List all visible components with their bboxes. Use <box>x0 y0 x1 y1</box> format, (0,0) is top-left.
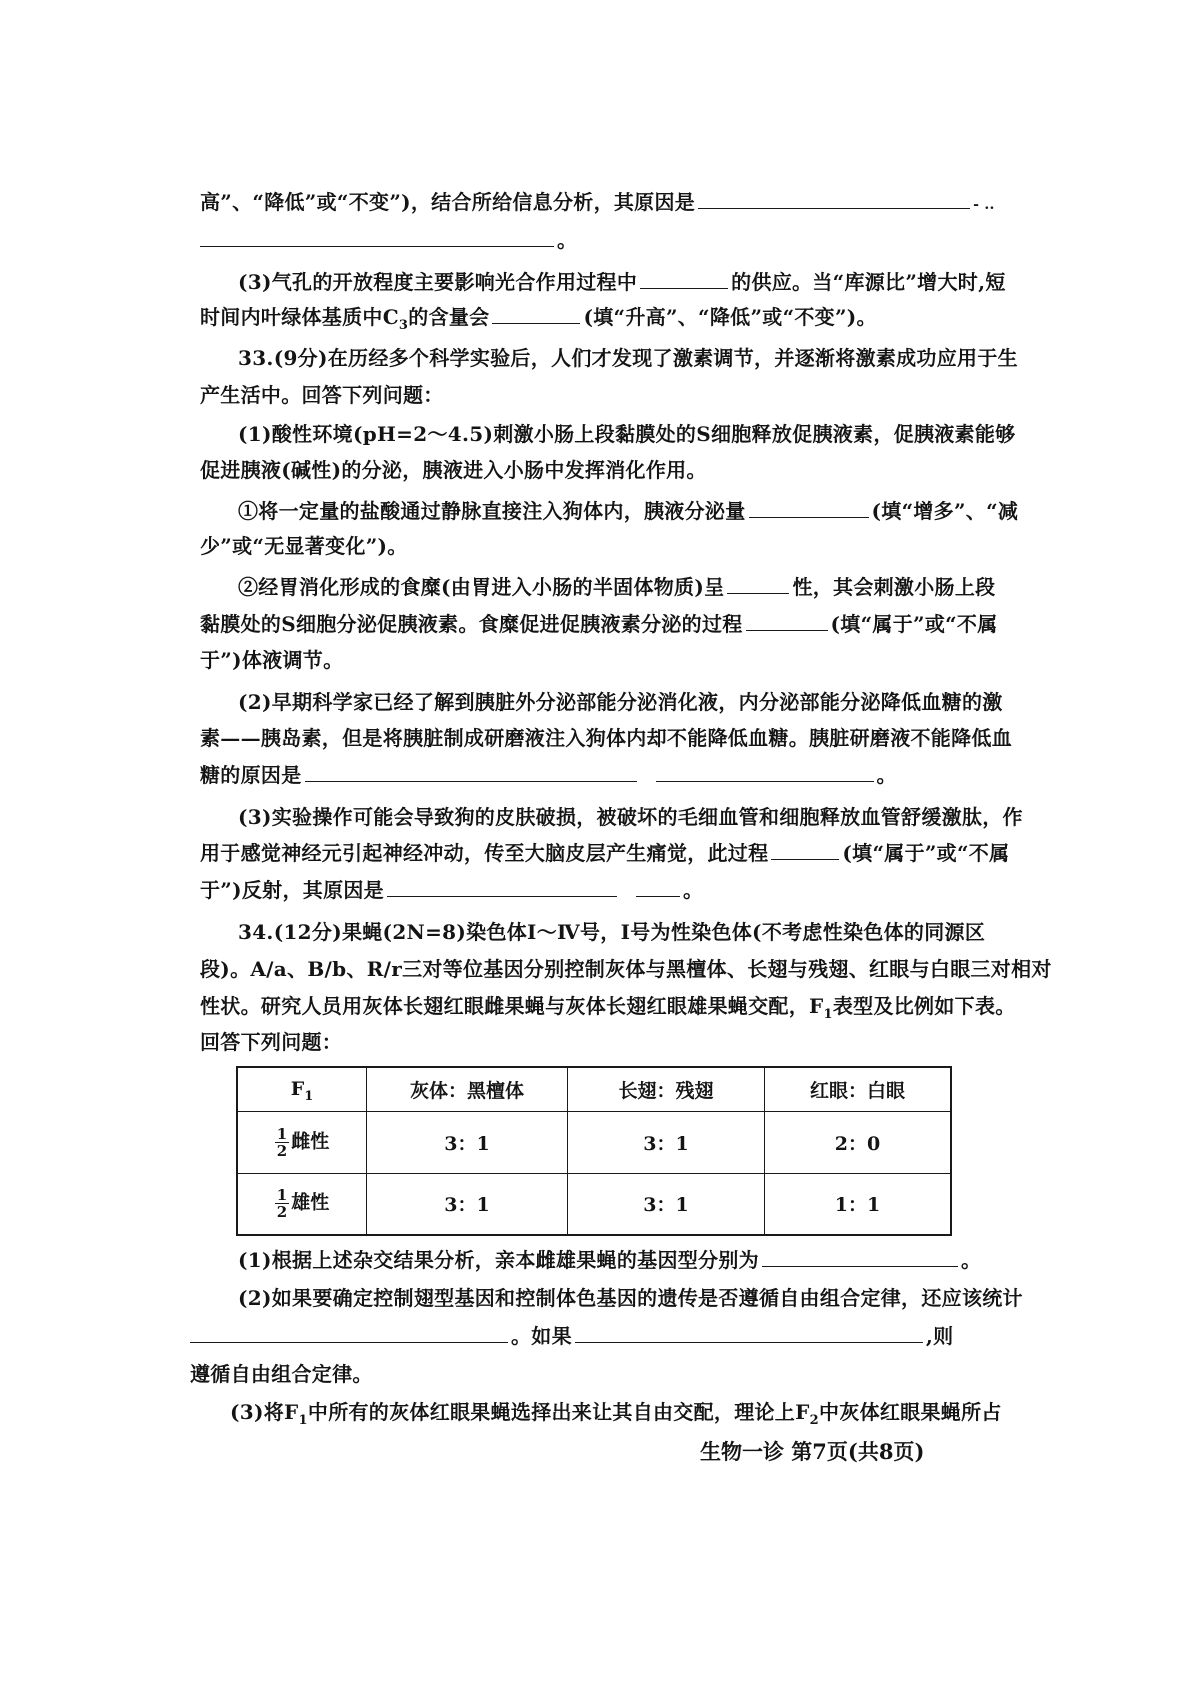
text: 表型及比例如下表。 <box>832 994 1016 1018</box>
header-cell-eye-color: 红眼：白眼 <box>765 1067 952 1111</box>
text: ,则 <box>925 1324 954 1348</box>
text: 糖的原因是 <box>200 763 302 787</box>
line-3 <box>238 268 1098 296</box>
line-4 <box>200 303 1060 335</box>
header-cell-wing: 长翅：残翅 <box>568 1067 765 1111</box>
subscript: 1 <box>823 1007 833 1022</box>
answer-blank[interactable] <box>656 761 874 782</box>
answer-blank[interactable] <box>492 303 580 324</box>
answer-blank[interactable] <box>575 1322 923 1343</box>
answer-blank[interactable] <box>305 761 637 782</box>
text: - .. <box>973 197 995 213</box>
line-22 <box>200 992 1060 1024</box>
page-footer: 生物一诊 第7页(共8页) <box>700 1439 925 1464</box>
fraction: $\frac{1}{2}$ <box>276 1186 288 1222</box>
row-label-cell: $\frac{1}{2}$ 雄性 <box>237 1173 367 1235</box>
header-cell-f1: $F_1$ <box>237 1067 367 1111</box>
line-27: 遵循自由组合定律。 <box>190 1362 373 1386</box>
line-12 <box>200 610 1060 638</box>
answer-blank[interactable] <box>771 839 839 860</box>
answer-blank[interactable] <box>640 268 728 289</box>
f1-phenotype-table <box>236 1066 952 1236</box>
line-6: 产生活中。回答下列问题： <box>200 383 444 407</box>
line-15: 素——胰岛素，但是将胰脏制成研磨液注入狗体内却不能降低血糖。胰脏研磨液不能降低血 <box>200 726 1012 750</box>
answer-blank[interactable] <box>190 1322 508 1343</box>
line-8: 促进胰液(碱性)的分泌，胰液进入小肠中发挥消化作用。 <box>200 458 707 482</box>
text: 高”、“降低”或“不变”)，结合所给信息分析，其原因是 <box>200 190 696 214</box>
line-17: (3)实验操作可能会导致狗的皮肤破损，被破坏的毛细血管和细胞释放血管舒缓激肽，作 <box>238 805 1023 829</box>
table-cell: 3：1 <box>367 1173 568 1235</box>
text: 。 <box>557 228 578 252</box>
text: ①将一定量的盐酸通过静脉直接注入狗体内，胰液分泌量 <box>238 499 746 523</box>
row-label-cell: $\frac{1}{2}$ 雌性 <box>237 1111 367 1173</box>
text: 。如果 <box>511 1324 572 1348</box>
table-header-row <box>237 1067 951 1111</box>
table-cell: 3：1 <box>367 1111 568 1173</box>
text: 中灰体红眼果蝇所占 <box>818 1400 1002 1424</box>
question-34-intro: 34.(12分)果蝇(2N=8)染色体Ⅰ～Ⅳ号，Ⅰ号为性染色体(不考虑性染色体的同源区 <box>238 920 986 944</box>
text: (填“属于”或“不属 <box>830 612 998 636</box>
text: 中所有的灰体红眼果蝇选择出来让其自由交配，理论上F <box>307 1400 810 1424</box>
text: (1)根据上述杂交结果分析，亲本雌雄果蝇的基因型分别为 <box>238 1248 759 1272</box>
answer-blank[interactable] <box>746 610 828 631</box>
line-9 <box>238 497 1098 525</box>
line-21: 段)。A/a、B/b、R/r三对等位基因分别控制灰体与黑檀体、长翅与残翅、红眼与白眼三对相对 <box>200 957 1052 981</box>
text: 的供应。当“库源比”增大时,短 <box>731 270 1006 294</box>
line-13: 于”)体液调节。 <box>200 648 344 672</box>
answer-blank[interactable] <box>762 1246 958 1267</box>
line-11 <box>238 573 1098 601</box>
header-cell-body-color: 灰体：黑檀体 <box>367 1067 568 1111</box>
line-1 <box>200 188 1060 219</box>
line-25: (2)如果要确定控制翅型基因和控制体色基因的遗传是否遵循自由组合定律，还应该统计 <box>238 1286 1023 1310</box>
text: 。 <box>960 1248 982 1272</box>
subscript: 2 <box>809 1413 819 1428</box>
answer-blank[interactable] <box>698 188 970 209</box>
text: 于”)反射，其原因是 <box>200 878 384 902</box>
table-cell: 1：1 <box>765 1173 952 1235</box>
answer-blank[interactable] <box>636 876 680 897</box>
question-33-intro: 33.(9分)在历经多个科学实验后，人们才发现了激素调节，并逐渐将激素成功应用于生 <box>238 346 1018 370</box>
line-19 <box>200 876 1060 904</box>
answer-blank[interactable] <box>387 876 617 897</box>
text: 用于感觉神经元引起神经冲动，传至大脑皮层产生痛觉，此过程 <box>200 841 769 865</box>
text: 。 <box>876 763 897 787</box>
text: (填“属于”或“不属 <box>842 841 1010 865</box>
table-cell: 3：1 <box>568 1173 765 1235</box>
text: 。 <box>682 878 704 902</box>
text: (填“升高”、“降低”或“不变”)。 <box>583 305 877 329</box>
line-18 <box>200 839 1060 867</box>
line-14: (2)早期科学家已经了解到胰脏外分泌部能分泌消化液，内分泌部能分泌降低血糖的激 <box>238 690 1003 714</box>
answer-blank[interactable] <box>727 573 789 594</box>
table-cell: 2：0 <box>765 1111 952 1173</box>
line-2 <box>200 226 1060 254</box>
table-row-female <box>237 1111 951 1173</box>
answer-blank[interactable] <box>749 497 869 518</box>
text: (填“增多”、“减 <box>871 499 1019 523</box>
text: 性状。研究人员用灰体长翅红眼雌果蝇与灰体长翅红眼雄果蝇交配，F <box>200 994 824 1018</box>
line-7: (1)酸性环境(pH=2～4.5)刺激小肠上段黏膜处的S细胞释放促胰液素，促胰液素能够 <box>238 422 1016 446</box>
table-row-male <box>237 1173 951 1235</box>
table-cell: 3：1 <box>568 1111 765 1173</box>
answer-blank[interactable] <box>200 226 554 247</box>
text: 性，其会刺激小肠上段 <box>792 575 996 599</box>
line-23: 回答下列问题： <box>200 1030 343 1054</box>
fraction: $\frac{1}{2}$ <box>276 1124 288 1160</box>
text: (3)气孔的开放程度主要影响光合作用过程中 <box>238 270 638 294</box>
line-10: 少”或“无显著变化”)。 <box>200 534 408 558</box>
text: ②经胃消化形成的食糜(由胃进入小肠的半固体物质)呈 <box>238 575 725 599</box>
text: (3)将F <box>230 1400 299 1424</box>
line-24 <box>238 1246 1098 1274</box>
line-26 <box>190 1322 1050 1350</box>
subscript: 3 <box>398 318 409 333</box>
subscript: 1 <box>298 1413 308 1428</box>
text: 的含量会 <box>408 305 490 329</box>
line-16 <box>200 761 1060 789</box>
line-28 <box>230 1398 1090 1430</box>
text: 时间内叶绿体基质中C <box>200 305 399 329</box>
text: 黏膜处的S细胞分泌促胰液素。食糜促进促胰液素分泌的过程 <box>200 612 743 636</box>
